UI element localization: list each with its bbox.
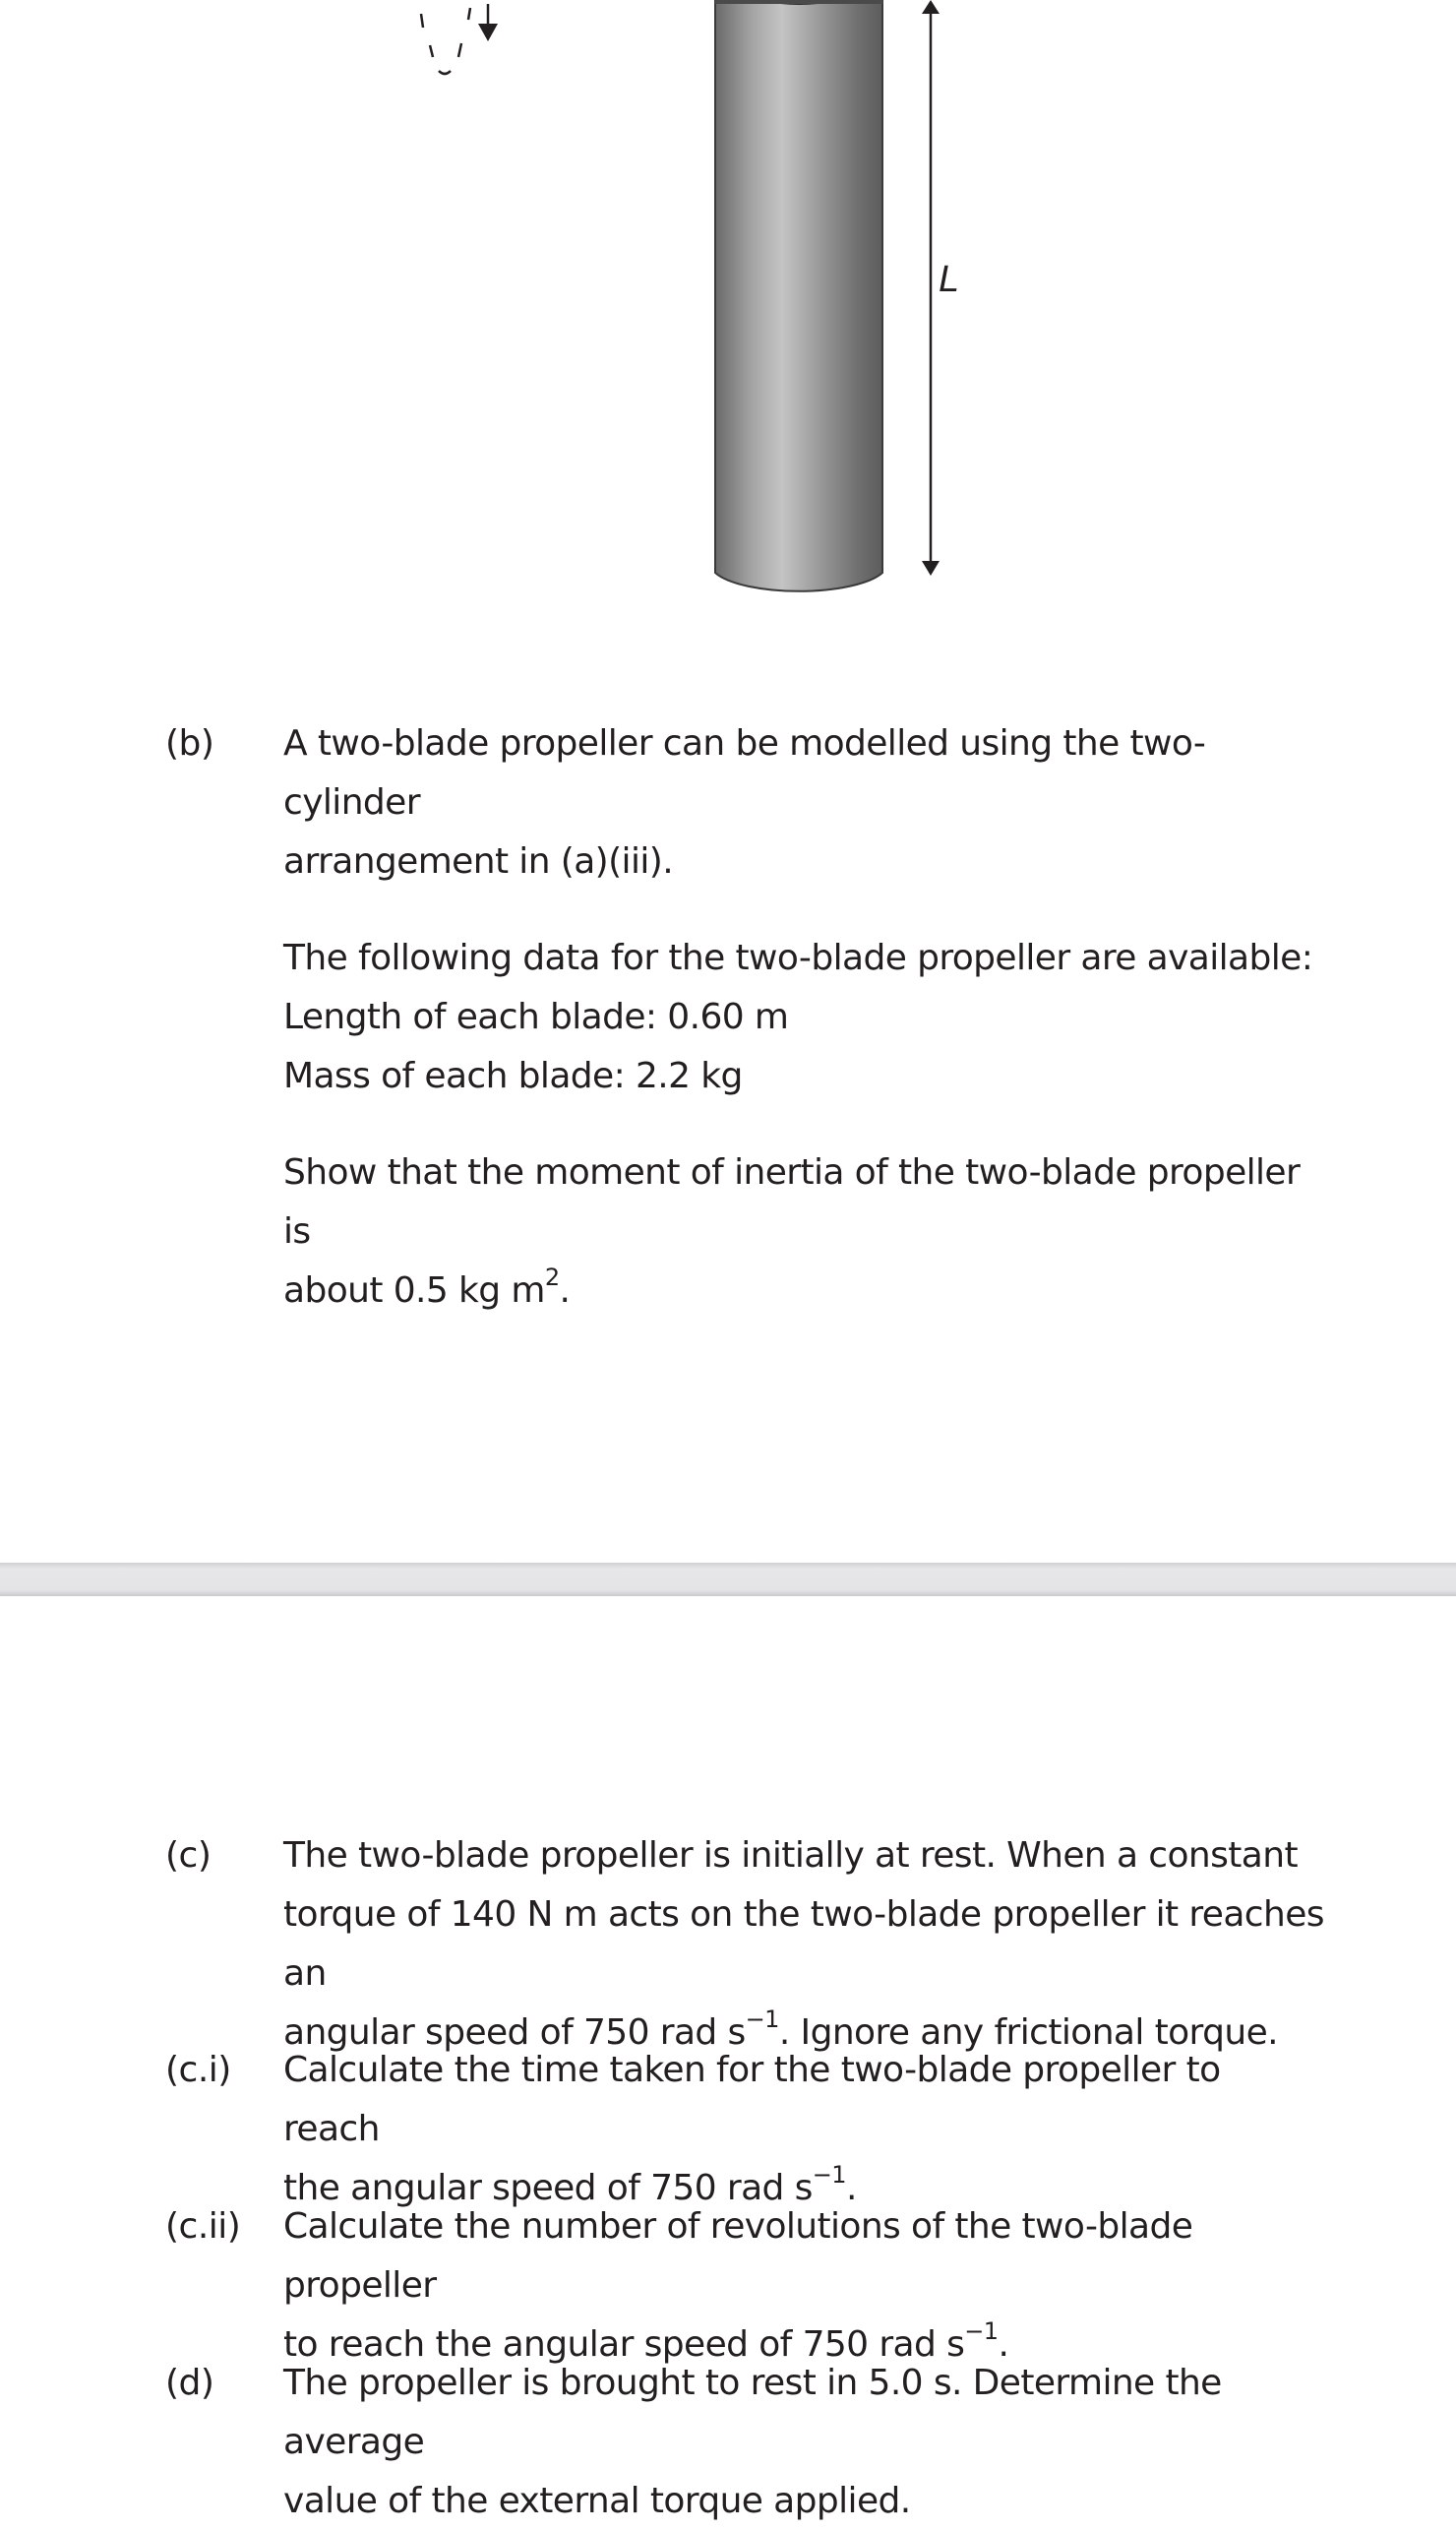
text-line: Calculate the time taken for the two-blade propeller to reach	[283, 2050, 1221, 2149]
question-c-i-label: (c.i)	[165, 2050, 231, 2090]
text-line: Mass of each blade: 2.2 kg	[283, 1056, 743, 1096]
text-line: The two-blade propeller is initially at rest. When a constant	[283, 1835, 1298, 1876]
text-line: angular speed of 750 rad $s^{-1}$. Ignore any frictional torque.	[283, 2006, 1278, 2053]
rotation-arrow-icon	[421, 4, 488, 74]
text-line: The propeller is brought to rest in 5.0 s. Determine the average	[283, 2363, 1222, 2462]
question-c-label: (c)	[165, 1835, 212, 1876]
text-line: A two-blade propeller can be modelled using the two-cylinder	[283, 723, 1206, 823]
text-line: the angular speed of 750 rad $s^{-1}$.	[283, 2161, 857, 2208]
text-line: Calculate the number of revolutions of the two-blade propeller	[283, 2206, 1193, 2306]
text-line: Show that the moment of inertia of the two-blade propeller is	[283, 1152, 1301, 1252]
length-arrow	[922, 0, 940, 576]
text-line: value of the external torque applied.	[283, 2481, 911, 2521]
text-line: Length of each blade: 0.60 m	[283, 997, 789, 1037]
question-c-ii-label: (c.ii)	[165, 2206, 241, 2247]
question-c-ii-text	[283, 2197, 1326, 2375]
text-line: The following data for the two-blade propeller are available:	[283, 938, 1313, 978]
question-d-text	[283, 2354, 1326, 2531]
question-c-text	[283, 1826, 1326, 2063]
text-line: arrangement in (a)(iii).	[283, 841, 674, 882]
section-divider	[0, 1563, 1456, 1596]
text-line: to reach the angular speed of 750 rad $s^{-1}$.	[283, 2317, 1009, 2365]
rotation-arrowhead-icon	[478, 24, 498, 41]
text-line: about 0.5 kg $m^2$.	[283, 1264, 571, 1311]
question-b-label: (b)	[165, 723, 214, 764]
cylinder-diagram	[0, 0, 1456, 630]
length-label: L	[939, 259, 960, 300]
cylinder	[715, 0, 882, 591]
question-d-label: (d)	[165, 2363, 214, 2403]
question-c-i-text	[283, 2041, 1326, 2218]
text-line: torque of 140 N m acts on the two-blade propeller it reaches an	[283, 1894, 1324, 1994]
question-b-text	[283, 714, 1326, 1321]
